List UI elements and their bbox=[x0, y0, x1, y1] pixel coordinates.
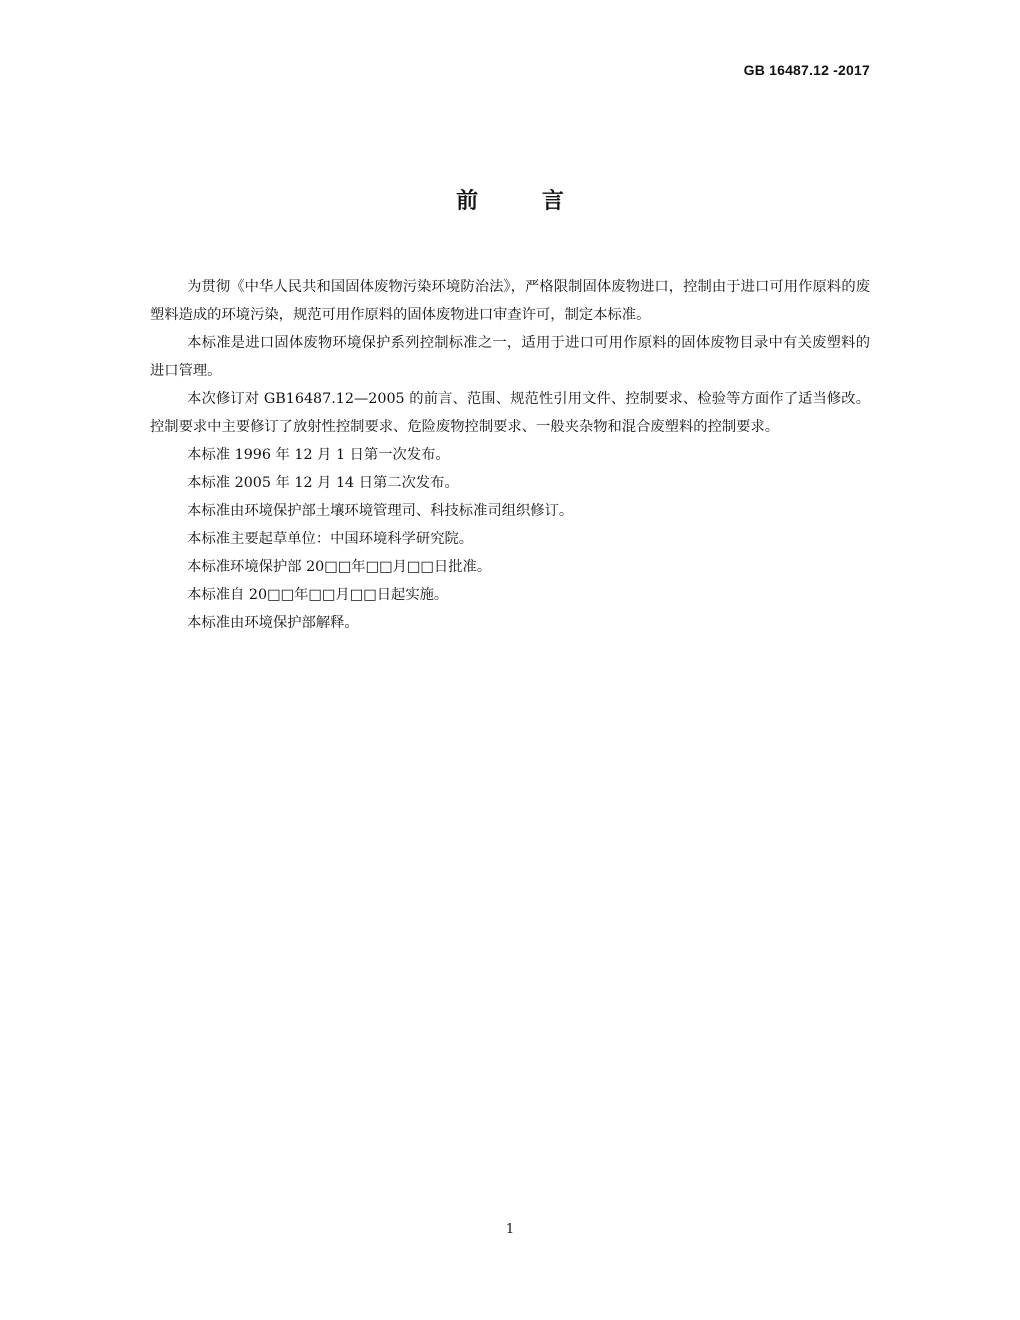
page-title: 前 言 bbox=[456, 189, 592, 214]
paragraph-implementation: 本标准自 20□□年□□月□□日起实施。 bbox=[187, 587, 449, 603]
paragraph-revision: 本次修订对 GB16487.12—2005 的前言、范围、规范性引用文件、控制要求、检验等方面作了适当修改。控制要求中主要修订了放射性控制要求、危险废物控制要求、一般夹杂物和混合废塑料的控制要求。 bbox=[150, 391, 870, 435]
page-number: 1 bbox=[505, 1222, 515, 1237]
paragraph-scope: 本标准是进口固体废物环境保护系列控制标准之一，适用于进口可用作原料的固体废物目录中有关废塑料的进口管理。 bbox=[150, 335, 870, 379]
paragraph-first-release: 本标准 1996 年 12 月 1 日第一次发布。 bbox=[187, 447, 450, 463]
paragraph-second-release: 本标准 2005 年 12 月 14 日第二次发布。 bbox=[187, 475, 459, 491]
paragraph-interpretation: 本标准由环境保护部解释。 bbox=[187, 615, 359, 631]
paragraph-approval: 本标准环境保护部 20□□年□□月□□日批准。 bbox=[187, 559, 492, 575]
paragraph-organizer: 本标准由环境保护部土壤环境管理司、科技标准司组织修订。 bbox=[187, 503, 574, 519]
standard-code-header: GB 16487.12 -2017 bbox=[743, 62, 870, 78]
document-body bbox=[150, 273, 870, 637]
paragraph-drafting-unit: 本标准主要起草单位：中国环境科学研究院。 bbox=[187, 531, 474, 547]
paragraph-purpose: 为贯彻《中华人民共和国固体废物污染环境防治法》，严格限制固体废物进口，控制由于进口可用作原料的废塑料造成的环境污染，规范可用作原料的固体废物进口审查许可，制定本标准。 bbox=[150, 279, 870, 323]
